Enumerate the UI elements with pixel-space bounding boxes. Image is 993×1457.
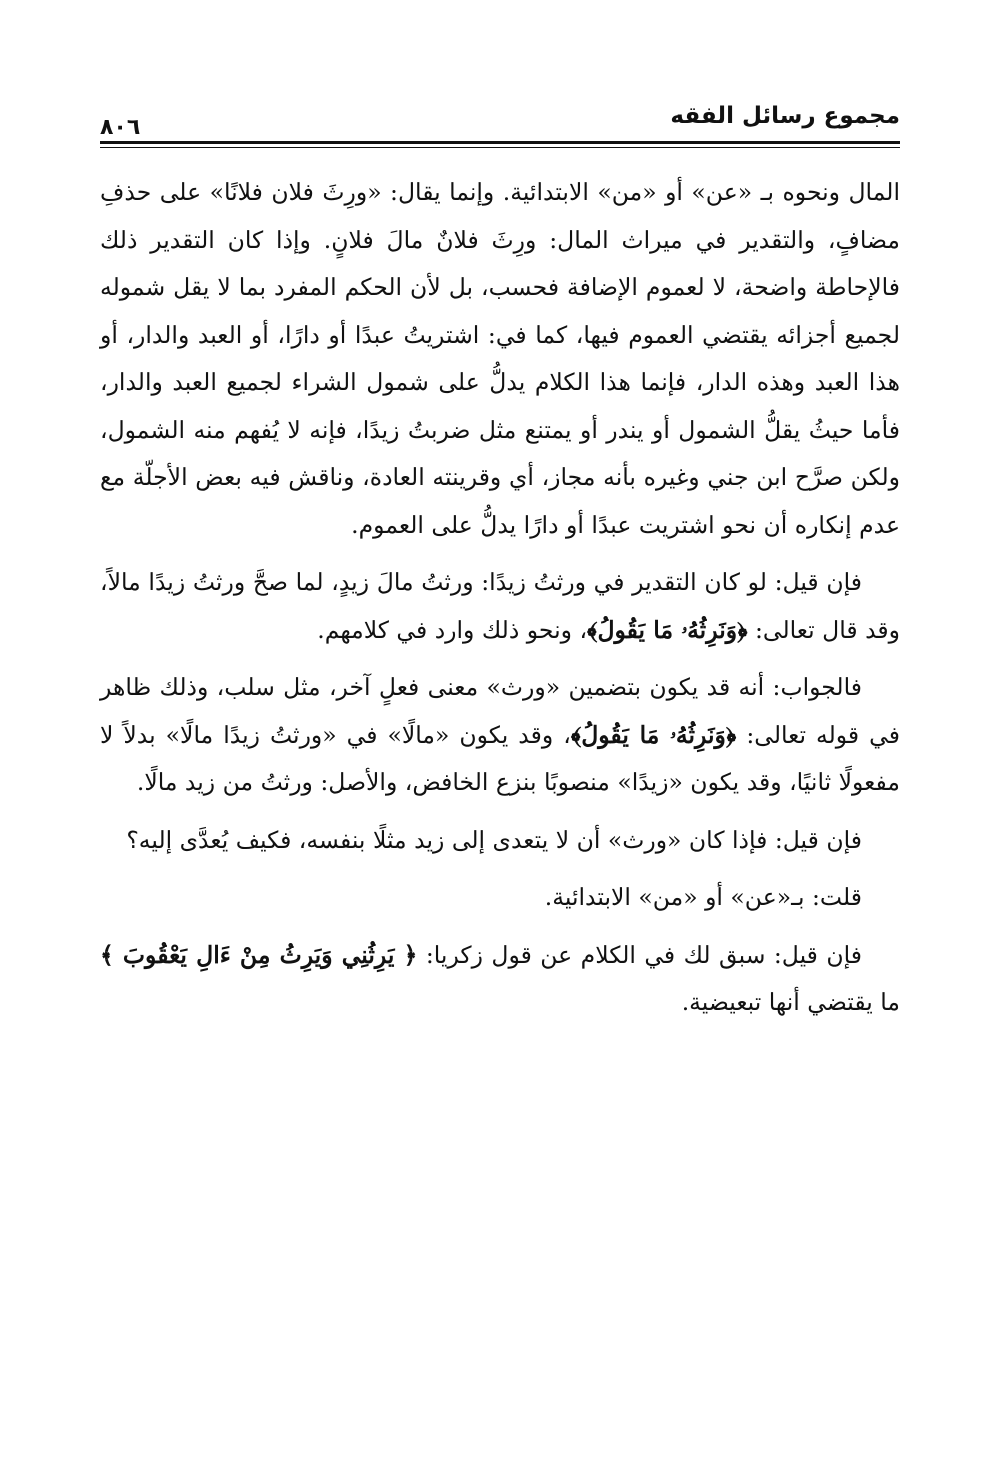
paragraph (100, 817, 900, 865)
book-page (100, 95, 900, 1395)
paragraph-text: ما يقتضي أنها تبعيضية. (681, 988, 900, 1016)
paragraph-text: فالجواب: أنه قد يكون بتضمين «ورث» معنى فعلٍ آخر، مثل سلب، وذلك ظاهر في قوله تعالى: (100, 673, 900, 749)
paragraph-text: فإن قيل: لو كان التقدير في ورثتُ زيدًا: ورثتُ مالَ زيدٍ، لما صحَّ ورثتُ زيدًا مالاً، وقد قال تعالى: (100, 568, 900, 644)
paragraph (100, 932, 900, 1027)
page-number: ٨٠٦ (100, 115, 141, 140)
quran-verse: ﴿وَنَرِثُهُۥ مَا يَقُولُ﴾ (587, 615, 748, 644)
paragraph-text: المال ونحوه بـ «عن» أو «من» الابتدائية. وإنما يقال: «ورِثَ فلان فلانًا» على حذفِ مضافٍ، والتقدير في ميراث المال: ورِثَ فلانٌ مالَ فلانٍ. وإذا كان التقدير ذلك فالإحاطة واضحة، لا لعموم الإضافة فحسب، بل لأن الحكم المفرد بما لا يقل شموله لجميع أجزائه يقتضي العموم فيها، كما في: اشتريتُ عبدًا أو دارًا، أو العبد والدار، أو هذا العبد وهذه الدار، فإنما هذا الكلام يدلُّ على شمول الشراء لجميع العبد والدار، فأما حيثُ يقلُّ الشمول أو يندر أو يمتنع مثل ضربتُ زيدًا، فإنه لا يُفهم منه الشمول، ولكن صرَّح ابن جني وغيره بأنه مجاز، أي وقرينته العادة، وناقش فيه بعض الأجلّة مع عدم إنكاره أن نحو اشتريت عبدًا أو دارًا يدلُّ على العموم. (100, 178, 900, 539)
body-text (100, 169, 900, 1027)
page-header (100, 95, 900, 149)
paragraph-text: ، وقد يكون «مالًا» في «ورثتُ زيدًا مالًا» بدلاً لا مفعولًا ثانيًا، وقد يكون «زيدًا» منصوبًا بنزع الخافض، والأصل: ورثتُ من زيد مالًا. (100, 720, 900, 796)
paragraph-text: ، ونحو ذلك وارد في كلامهم. (317, 615, 588, 644)
paragraph (100, 559, 900, 654)
header-rule-thick (100, 141, 900, 144)
quran-verse: ﴿وَنَرِثُهُۥ مَا يَقُولُ﴾ (570, 720, 737, 749)
quran-verse: ﴿ يَرِثُنِي وَيَرِثُ مِنْ ءَالِ يَعْقُوبَ ﴾ (100, 940, 418, 969)
header-rule-thin (100, 147, 900, 148)
paragraph (100, 874, 900, 922)
running-title: مجموع رسائل الفقه (670, 103, 900, 129)
paragraph-text: قلت: بـ«عن» أو «من» الابتدائية. (544, 883, 862, 911)
paragraph (100, 169, 900, 549)
paragraph (100, 664, 900, 807)
paragraph-text: فإن قيل: سبق لك في الكلام عن قول زكريا: (417, 940, 862, 969)
paragraph-text: فإن قيل: فإذا كان «ورث» أن لا يتعدى إلى زيد مثلًا بنفسه، فكيف يُعدَّى إليه؟ (126, 825, 862, 854)
